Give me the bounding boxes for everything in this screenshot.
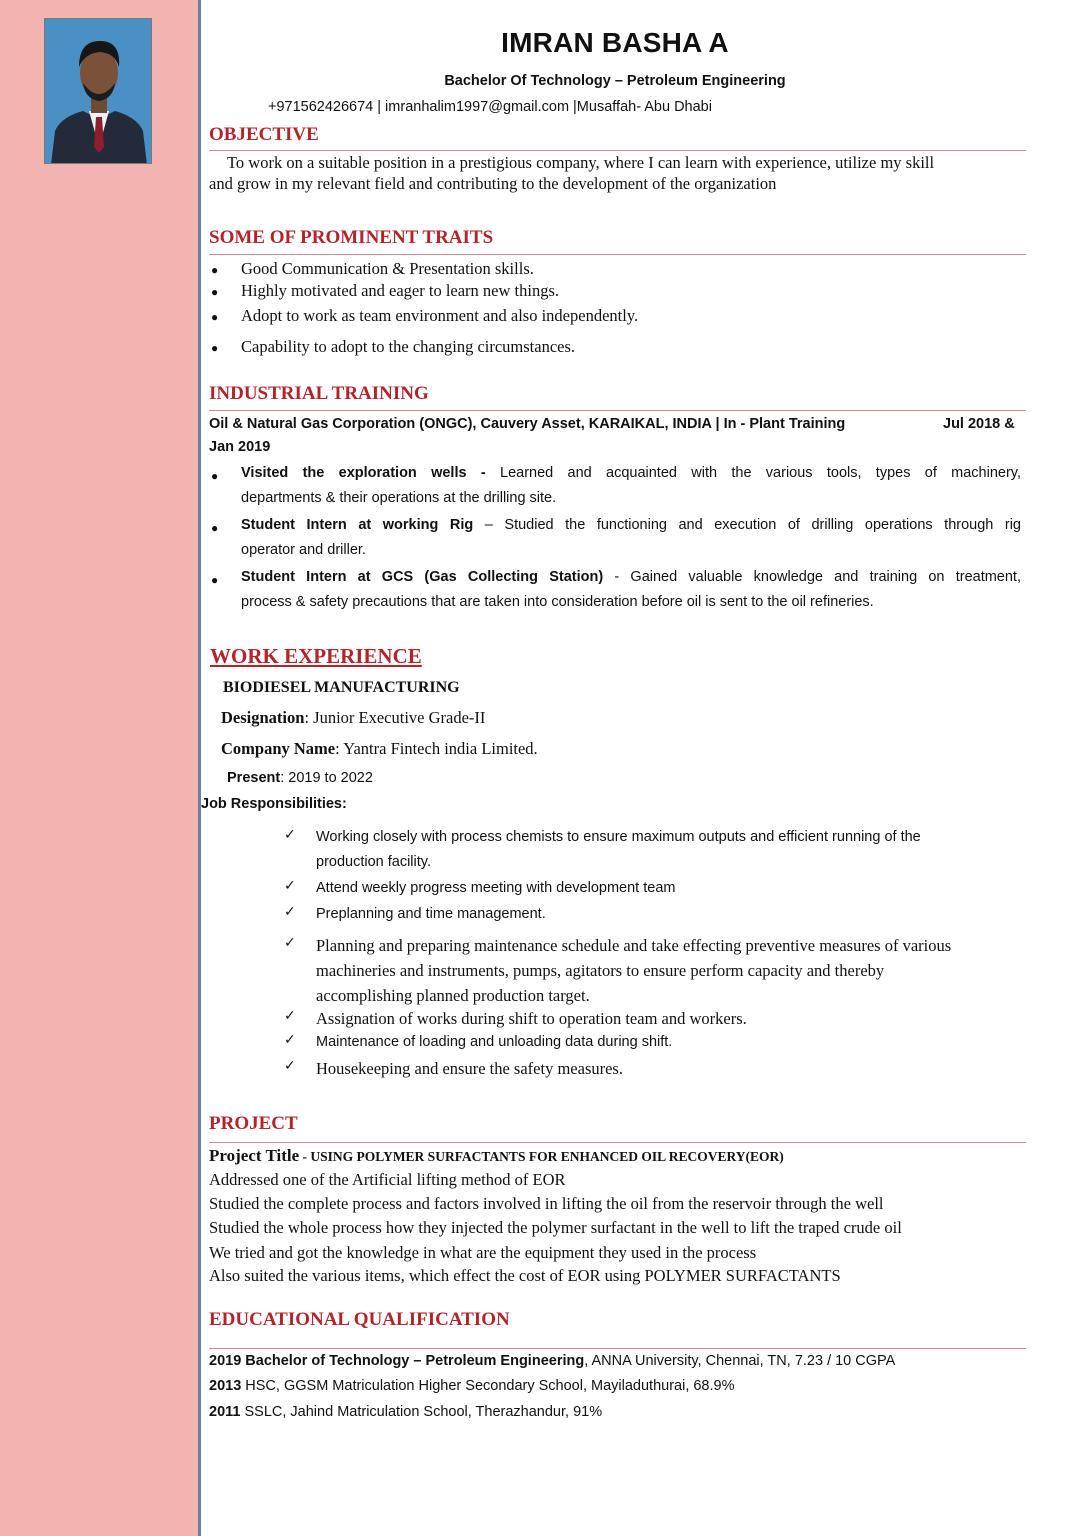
- training-item-text: – Studied the functioning and execution of drilling operations through rig: [484, 517, 1022, 533]
- project-line: Studied the whole process how they injected the polymer surfactant in the well to lift the traped crude oil: [209, 1218, 902, 1237]
- sidebar-divider: [198, 0, 201, 1536]
- objective-text-line-2: and grow in my relevant field and contributing to the development of the organization: [209, 174, 777, 193]
- education-row-text: SSLC, Jahind Matriculation School, Therazhandur, 91%: [240, 1404, 603, 1420]
- present-line: [227, 770, 373, 786]
- bullet-icon: ●: [211, 310, 219, 324]
- bullet-icon: ●: [211, 573, 219, 587]
- training-item-line: [241, 465, 1021, 481]
- bullet-icon: ●: [211, 469, 219, 483]
- present-label: Present: [227, 770, 281, 786]
- training-item-title: Student Intern at working Rig: [241, 517, 474, 533]
- training-item-line: [241, 569, 1021, 585]
- training-heading: INDUSTRIAL TRAINING: [209, 383, 429, 404]
- responsibility-line: Working closely with process chemists to ensure maximum outputs and efficient running of the: [316, 829, 921, 845]
- training-item-title: Visited the exploration wells -: [241, 465, 486, 481]
- education-row: [209, 1404, 602, 1420]
- training-item-text: Learned and acquainted with the various tools, types of machinery,: [500, 465, 1022, 481]
- check-icon: ✓: [284, 935, 296, 951]
- training-organization: Oil & Natural Gas Corporation (ONGC), Cauvery Asset, KARAIKAL, INDIA | In - Plant Training: [209, 416, 846, 432]
- project-title-label: Project Title: [209, 1146, 300, 1165]
- check-icon: ✓: [284, 827, 296, 843]
- education-row-text: HSC, GGSM Matriculation Higher Secondary School, Mayiladuthurai, 68.9%: [241, 1378, 735, 1394]
- education-row: [209, 1353, 895, 1369]
- traits-rule: [209, 254, 1026, 255]
- bullet-icon: ●: [211, 285, 219, 299]
- education-heading: EDUCATIONAL QUALIFICATION: [209, 1309, 510, 1330]
- education-row-bold: 2013: [209, 1378, 242, 1394]
- project-rule: [209, 1142, 1026, 1143]
- check-icon: ✓: [284, 904, 296, 920]
- candidate-name: IMRAN BASHA A: [501, 27, 729, 58]
- training-item-line: operator and driller.: [241, 542, 366, 558]
- responsibility-line: Planning and preparing maintenance schedule and take effecting preventive measures of various: [316, 936, 952, 955]
- responsibility-line: Preplanning and time management.: [316, 906, 546, 922]
- education-row-bold: 2011: [209, 1404, 241, 1420]
- bullet-icon: ●: [211, 341, 219, 355]
- traits-heading: SOME OF PROMINENT TRAITS: [209, 227, 494, 248]
- training-item-title: Student Intern at GCS (Gas Collecting Station): [241, 569, 604, 585]
- check-icon: ✓: [284, 1008, 296, 1024]
- objective-heading: OBJECTIVE: [209, 124, 319, 145]
- project-heading: PROJECT: [209, 1113, 298, 1134]
- project-title-line: [209, 1146, 784, 1166]
- trait-item: Highly motivated and eager to learn new things.: [241, 281, 559, 300]
- responsibility-line: accomplishing planned production target.: [316, 986, 590, 1005]
- project-line: We tried and got the knowledge in what are the equipment they used in the process: [209, 1243, 757, 1262]
- person-portrait-icon: [45, 19, 152, 164]
- responsibilities-label: Job Responsibilities:: [201, 796, 347, 812]
- education-row: [209, 1378, 735, 1394]
- bullet-icon: ●: [211, 521, 219, 535]
- company-value: : Yantra Fintech india Limited.: [335, 739, 538, 758]
- training-item-line: [241, 517, 1021, 533]
- training-date-end: Jan 2019: [209, 439, 271, 455]
- contact-line: +971562426674 | imranhalim1997@gmail.com |Musaffah- Abu Dhabi: [268, 99, 712, 115]
- training-item-line: process & safety precautions that are taken into consideration before oil is sent to the oil refineries.: [241, 594, 874, 610]
- education-rule: [209, 1348, 1026, 1349]
- company-label: Company Name: [221, 739, 336, 758]
- designation-value: : Junior Executive Grade-II: [304, 708, 486, 727]
- training-item-text: - Gained valuable knowledge and training on treatment,: [614, 569, 1021, 585]
- project-line: Addressed one of the Artificial lifting method of EOR: [209, 1170, 566, 1189]
- education-row-bold: 2019 Bachelor of Technology – Petroleum Engineering: [209, 1353, 585, 1369]
- check-icon: ✓: [284, 1058, 296, 1074]
- bullet-icon: ●: [211, 263, 219, 277]
- project-line: Studied the complete process and factors involved in lifting the oil from the reservoir through the well: [209, 1194, 884, 1213]
- check-icon: ✓: [284, 1032, 296, 1048]
- objective-rule: [209, 150, 1026, 151]
- responsibility-line: Attend weekly progress meeting with development team: [316, 880, 676, 896]
- responsibility-line: production facility.: [316, 854, 431, 870]
- responsibility-line: Assignation of works during shift to operation team and workers.: [316, 1009, 747, 1028]
- objective-text-line-1: To work on a suitable position in a prestigious company, where I can learn with experience, utilize my skill: [227, 153, 935, 172]
- training-date-start: Jul 2018 &: [943, 416, 1015, 432]
- responsibility-line: Housekeeping and ensure the safety measures.: [316, 1059, 623, 1078]
- education-row-text: , ANNA University, Chennai, TN, 7.23 / 10 CGPA: [584, 1353, 896, 1369]
- project-line: Also suited the various items, which effect the cost of EOR using POLYMER SURFACTANTS: [209, 1266, 841, 1285]
- degree-subtitle: Bachelor Of Technology – Petroleum Engineering: [444, 73, 786, 89]
- designation-line: [221, 708, 485, 728]
- present-value: : 2019 to 2022: [280, 770, 373, 786]
- trait-item: Adopt to work as team environment and also independently.: [241, 306, 639, 325]
- project-title-value: - USING POLYMER SURFACTANTS FOR ENHANCED OIL RECOVERY(EOR): [299, 1149, 784, 1164]
- training-rule: [209, 410, 1026, 411]
- trait-item: Capability to adopt to the changing circumstances.: [241, 337, 576, 356]
- designation-label: Designation: [221, 708, 305, 727]
- sidebar-panel: [0, 0, 198, 1536]
- training-item-line: departments & their operations at the drilling site.: [241, 490, 557, 506]
- work-heading: WORK EXPERIENCE: [210, 644, 422, 668]
- profile-photo: [44, 18, 152, 164]
- responsibility-line: machineries and instruments, pumps, agitators to ensure perform capacity and thereby: [316, 961, 885, 980]
- work-company-heading: BIODIESEL MANUFACTURING: [223, 679, 460, 696]
- trait-item: Good Communication & Presentation skills.: [241, 259, 534, 278]
- company-line: [221, 739, 538, 759]
- check-icon: ✓: [284, 878, 296, 894]
- responsibility-line: Maintenance of loading and unloading data during shift.: [316, 1034, 673, 1050]
